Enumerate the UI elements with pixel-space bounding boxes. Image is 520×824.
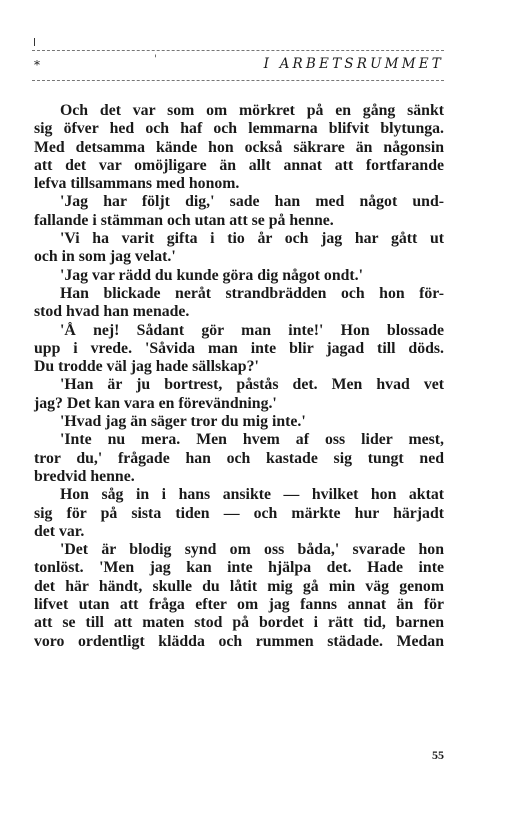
header-rule-bottom — [32, 80, 444, 81]
text-line: och in som jag velat.' — [34, 248, 176, 266]
text-line: det var. — [34, 522, 85, 540]
text-line: det här händt, skulle du låtit mig gå min väg genom — [34, 577, 444, 595]
header-ornament: * — [34, 58, 40, 72]
text-line: 'Han är ju bortrest, påstås det. Men hvad vet — [60, 376, 444, 394]
page-header — [34, 56, 444, 76]
text-line: 'Jag var rädd du kunde göra dig något ondt.' — [60, 266, 363, 284]
text-line: fallande i stämman och utan att se på henne. — [34, 211, 334, 229]
text-line: 'Jag har följt dig,' sade han med något und- — [60, 193, 444, 211]
text-line: jag? Det kan vara en förevändning.' — [34, 394, 277, 412]
text-line: 'Inte nu mera. Men hvem af oss lider mest, — [60, 431, 444, 449]
text-line: upp i vrede. 'Såvida man inte blir jagad till döds. — [34, 339, 444, 357]
text-line: Hon såg in i hans ansikte — hvilket hon aktat — [60, 486, 444, 504]
text-line: tror du,' frågade han och kastade sig tungt ned — [34, 449, 444, 467]
text-line: tonlöst. 'Men jag kan inte hjälpa det. Hade inte — [34, 559, 444, 577]
text-line: lefva tillsammans med honom. — [34, 175, 240, 193]
text-line: 'Å nej! Sådant gör man inte!' Hon blossade — [60, 321, 444, 339]
text-line: bredvid henne. — [34, 467, 135, 485]
text-line: 'Hvad jag än säger tror du mig inte.' — [60, 413, 306, 431]
text-line: sig för på sista tiden — och märkte hur härjadt — [34, 504, 444, 522]
text-line: Han blickade neråt strandbrädden och hon för- — [60, 284, 444, 302]
text-line: att se till att maten stod på bordet i rätt tid, barnen — [34, 614, 444, 632]
text-line: voro ordentligt klädda och rummen städade. Medan — [34, 632, 444, 650]
text-line: Och det var som om mörkret på en gång sänkt — [60, 102, 444, 119]
text-line: 'Det är blodig synd om oss båda,' svarade hon — [60, 541, 444, 559]
text-line: Med detsamma kände hon också säkrare än någonsin — [34, 138, 444, 156]
text-line: sig öfver hed och haf och lemmarna blifvit blytunga. — [34, 120, 444, 138]
text-line: 'Vi ha varit gifta i tio år och jag har gått ut — [60, 230, 444, 248]
body-text — [34, 102, 444, 651]
text-line: Du trodde väl jag hade sällskap?' — [34, 358, 259, 376]
header-rule-top — [32, 50, 444, 51]
page-number: 55 — [432, 748, 444, 762]
text-line: stod hvad han menade. — [34, 303, 190, 321]
header-tick-mark — [34, 38, 35, 46]
running-head: I ARBETSRUMMET — [263, 56, 444, 72]
text-line: lifvet utan att fråga efter om jag fanns annat än för — [34, 596, 444, 614]
text-line: att det var omöjligare än allt annat att fortfarande — [34, 156, 444, 174]
header-mark: ' — [154, 54, 157, 65]
